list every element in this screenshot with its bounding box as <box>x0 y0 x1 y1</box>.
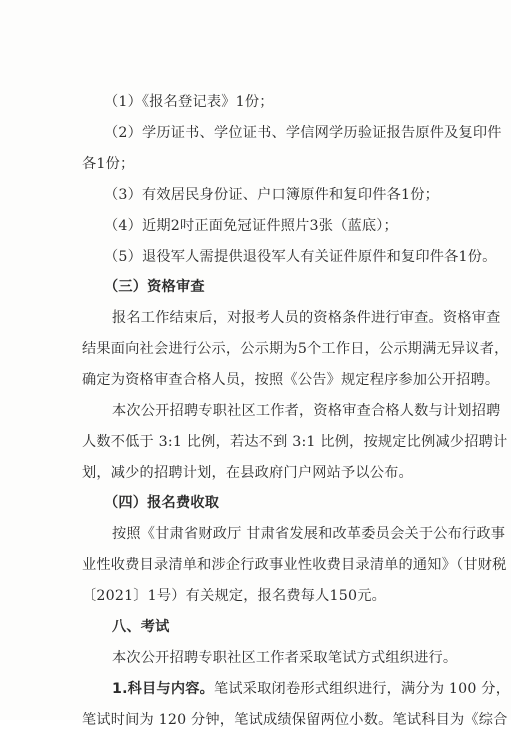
doc-line-4: （3）有效居民身份证、户口簿原件和复印件各1份； <box>104 187 439 203</box>
section-heading-4: （四）报名费收取 <box>104 495 220 511</box>
doc-line-10: 确定为资格审查合格人员，按照《公告》规定程序参加公开招聘。 <box>82 372 500 388</box>
doc-line-15: 按照《甘肃省财政厅 甘肃省发展和改革委员会关于公布行政事 <box>112 526 506 542</box>
doc-line-12: 人数不低于 3:1 比例，若达不到 3:1 比例，按规定比例减少招聘计 <box>82 434 508 450</box>
doc-line-13: 划，减少的招聘计划，在县政府门户网站予以公布。 <box>82 465 413 481</box>
doc-line-21: 笔试时间为 120 分钟，笔试成绩保留两位小数。笔试科目为《综合 <box>82 712 508 728</box>
doc-line-17: 〔2021〕1号）有关规定，报名费每人150元。 <box>82 588 387 604</box>
doc-line-11: 本次公开招聘专职社区工作者，资格审查合格人数与计划招聘 <box>112 403 501 419</box>
doc-line-2: （2）学历证书、学位证书、学信网学历验证报告原件及复印件 <box>104 125 502 141</box>
doc-line-20 <box>112 679 510 699</box>
doc-line-3: 各1份； <box>82 156 135 172</box>
doc-line-20-text: 笔试采取闭卷形式组织进行，满分为 100 分， <box>214 681 511 697</box>
doc-line-9: 结果面向社会进行公示，公示期为5个工作日，公示期满无异议者， <box>82 341 509 357</box>
doc-line-8: 报名工作结束后，对报考人员的资格条件进行审查。资格审查 <box>112 310 501 326</box>
doc-line-16: 业性收费目录清单和涉企行政事业性收费目录清单的通知》（甘财税 <box>82 557 507 573</box>
subheading-subject-content: 1.科目与内容。 <box>112 681 214 697</box>
section-heading-8: 八、考试 <box>112 619 170 635</box>
doc-line-5: （4）近期2吋正面免冠证件照片3张（蓝底）； <box>104 218 398 234</box>
doc-line-6: （5）退役军人需提供退役军人有关证件原件和复印件各1份。 <box>104 249 497 265</box>
doc-line-19: 本次公开招聘专职社区工作者采取笔试方式组织进行。 <box>112 650 458 666</box>
doc-line-1: （1）《报名登记表》1份； <box>104 94 274 110</box>
section-heading-3: （三）资格审查 <box>104 279 205 295</box>
